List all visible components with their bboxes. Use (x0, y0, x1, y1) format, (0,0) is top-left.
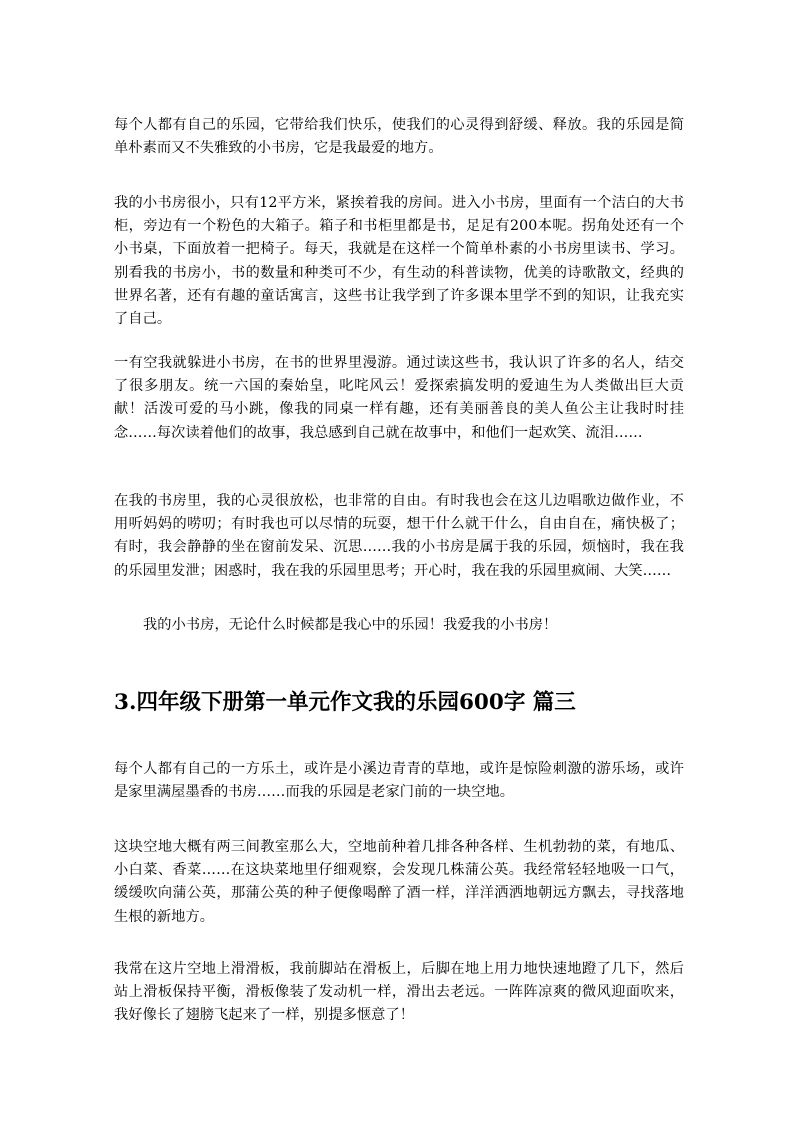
paragraph-part3-intro: 每个人都有自己的一方乐土，或许是小溪边青青的草地，或许是惊险刺激的游乐场，或许是家里满屋墨香的书房……而我的乐园是老家门前的一块空地。 (114, 761, 684, 801)
paragraph-freedom: 在我的书房里，我的心灵很放松，也非常的自由。有时我也会在这儿边唱歌边做作业，不用听妈妈的唠叨；有时我也可以尽情的玩耍，想干什么就干什么，自由自在，痛快极了；有时，我会静静的坐在窗前发呆、沉思……我的小书房是属于我的乐园，烦恼时，我在我的乐园里发泄；困惑时，我在我的乐园里思考；开心时，我在我的乐园里疯闹、大笑…… (114, 493, 684, 579)
paragraph-empty-lot: 这块空地大概有两三间教室那么大，空地前种着几排各种各样、生机勃勃的菜，有地瓜、小白菜、香菜……在这块菜地里仔细观察，会发现几株蒲公英。我经常轻轻地吸一口气，缓缓吹向蒲公英，那蒲公英的种子便像喝醉了酒一样，洋洋洒洒地朝远方飘去，寻找落地生根的新地方。 (114, 839, 684, 925)
paragraph-reading-world: 一有空我就躲进小书房，在书的世界里漫游。通过读这些书，我认识了许多的名人，结交了很多朋友。统一六国的秦始皇，叱咤风云！爱探索搞发明的爱迪生为人类做出巨大贡献！活泼可爱的马小跳，像我的同桌一样有趣，还有美丽善良的美人鱼公主让我时时挂念……每次读着他们的故事，我总感到自己就在故事中，和他们一起欢笑、流泪…… (114, 355, 684, 441)
paragraph-study-description: 我的小书房很小，只有12平方米，紧挨着我的房间。进入小书房，里面有一个洁白的大书柜，旁边有一个粉色的大箱子。箱子和书柜里都是书，足足有200本呢。拐角处还有一个小书桌，下面放着一把椅子。每天，我就是在这样一个简单朴素的小书房里读书、学习。别看我的书房小，书的数量和种类可不少，有生动的科普读物，优美的诗歌散文，经典的世界名著，还有有趣的童话寓言，这些书让我学到了许多课本里学不到的知识，让我充实了自己。 (114, 195, 684, 328)
paragraph-skateboard: 我常在这片空地上滑滑板，我前脚站在滑板上，后脚在地上用力地快速地蹬了几下，然后站上滑板保持平衡，滑板像装了发动机一样，滑出去老远。一阵阵凉爽的微风迎面吹来，我好像长了翅膀飞起来了一样，别提多惬意了！ (114, 961, 684, 1024)
section-heading: 3.四年级下册第一单元作文我的乐园600字 篇三 (114, 690, 576, 715)
paragraph-conclusion: 我的小书房，无论什么时候都是我心中的乐园！我爱我的小书房！ (143, 617, 558, 633)
paragraph-intro: 每个人都有自己的乐园，它带给我们快乐，使我们的心灵得到舒缓、释放。我的乐园是简单朴素而又不失雅致的小书房，它是我最爱的地方。 (114, 117, 684, 157)
